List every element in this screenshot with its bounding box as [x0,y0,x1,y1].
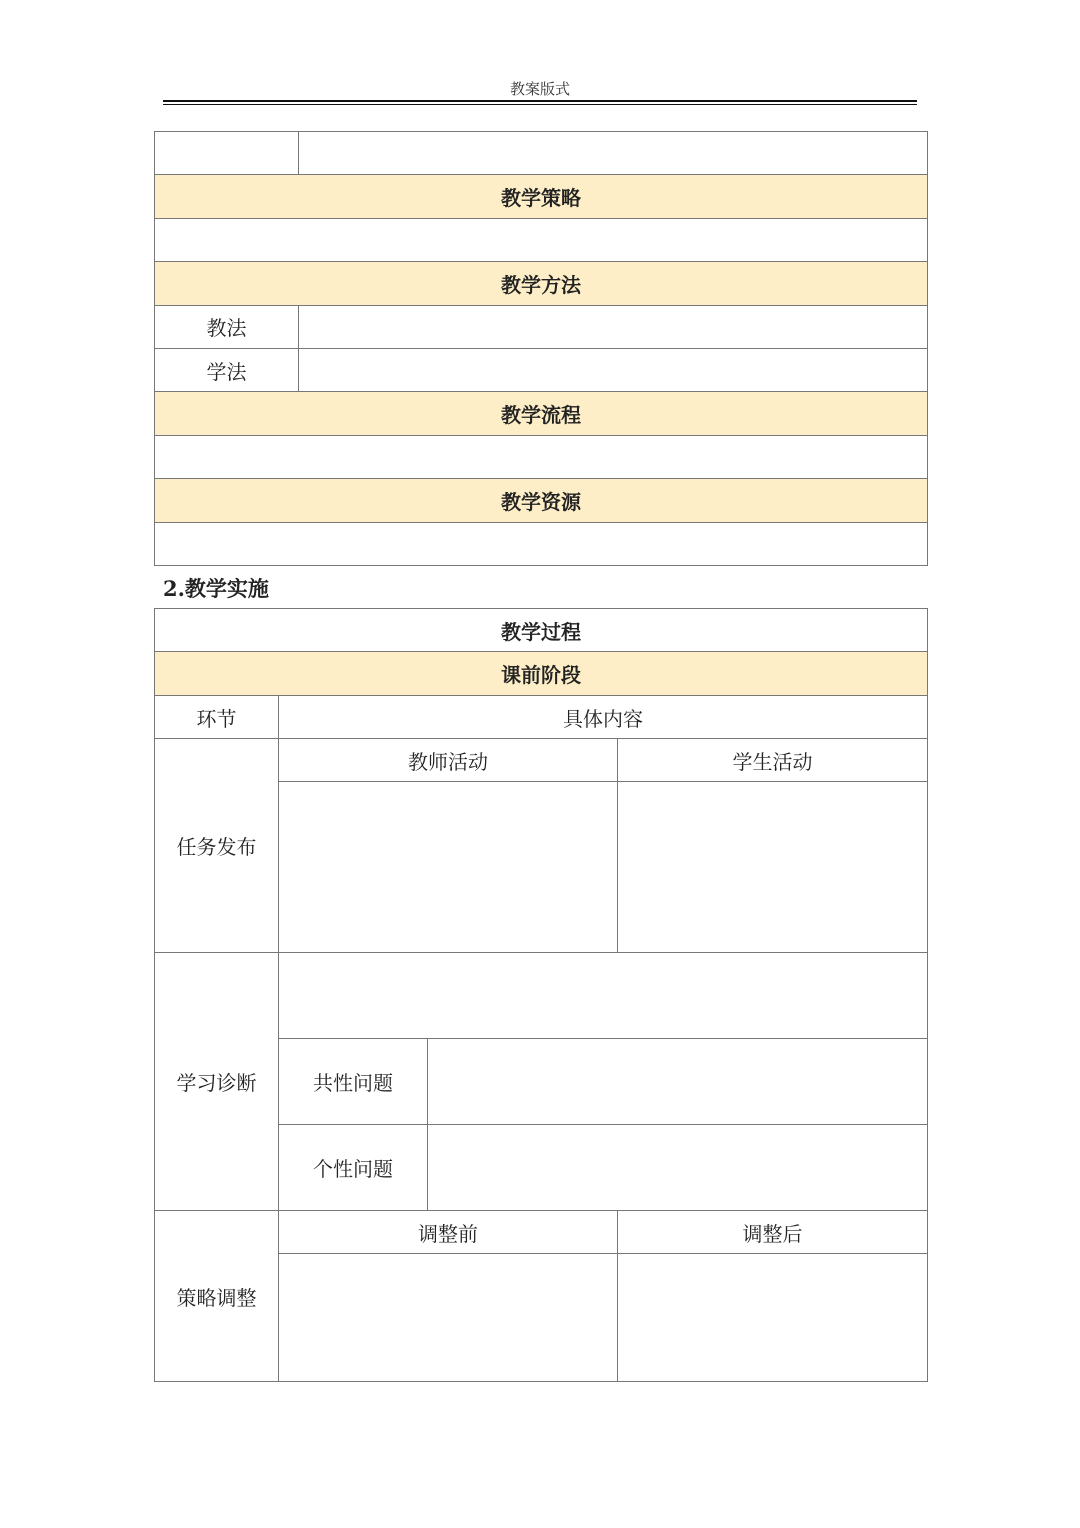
student-activity-cell[interactable] [618,782,928,953]
teacher-activity-header: 教师活动 [279,739,618,782]
learning-diagnosis-label: 学习诊断 [155,953,279,1211]
process-content-cell[interactable] [155,435,928,478]
implementation-table [154,608,928,1382]
blank-cell[interactable] [155,132,299,175]
learn-method-label: 学法 [155,348,299,391]
teach-method-content-cell[interactable] [299,305,928,348]
teach-method-label: 教法 [155,305,299,348]
before-adjust-header: 调整前 [279,1211,618,1254]
individual-issues-cell[interactable] [428,1125,928,1211]
common-issues-label: 共性问题 [279,1039,428,1125]
process-title: 教学过程 [155,609,928,652]
col-step-header: 环节 [155,696,279,739]
individual-issues-label: 个性问题 [279,1125,428,1211]
teacher-activity-cell[interactable] [279,782,618,953]
resources-heading: 教学资源 [155,479,928,522]
section-title: 2.教学实施 [163,576,269,601]
blank-cell[interactable] [299,132,928,175]
plan-table [154,131,928,566]
header-rule [163,100,917,102]
before-adjust-cell[interactable] [279,1254,618,1382]
col-content-header: 具体内容 [279,696,928,739]
learn-method-content-cell[interactable] [299,348,928,391]
process-heading: 教学流程 [155,392,928,435]
diagnosis-content-cell[interactable] [279,953,928,1039]
header-rule-thin [163,104,917,105]
student-activity-header: 学生活动 [618,739,928,782]
strategy-adjust-label: 策略调整 [155,1211,279,1382]
page-header-title: 教案版式 [509,80,570,98]
after-adjust-header: 调整后 [618,1211,928,1254]
task-release-label: 任务发布 [155,739,279,953]
resources-content-cell[interactable] [155,522,928,565]
common-issues-cell[interactable] [428,1039,928,1125]
strategy-heading: 教学策略 [155,175,928,218]
method-heading: 教学方法 [155,262,928,305]
strategy-content-cell[interactable] [155,218,928,261]
after-adjust-cell[interactable] [618,1254,928,1382]
stage-heading: 课前阶段 [155,652,928,696]
